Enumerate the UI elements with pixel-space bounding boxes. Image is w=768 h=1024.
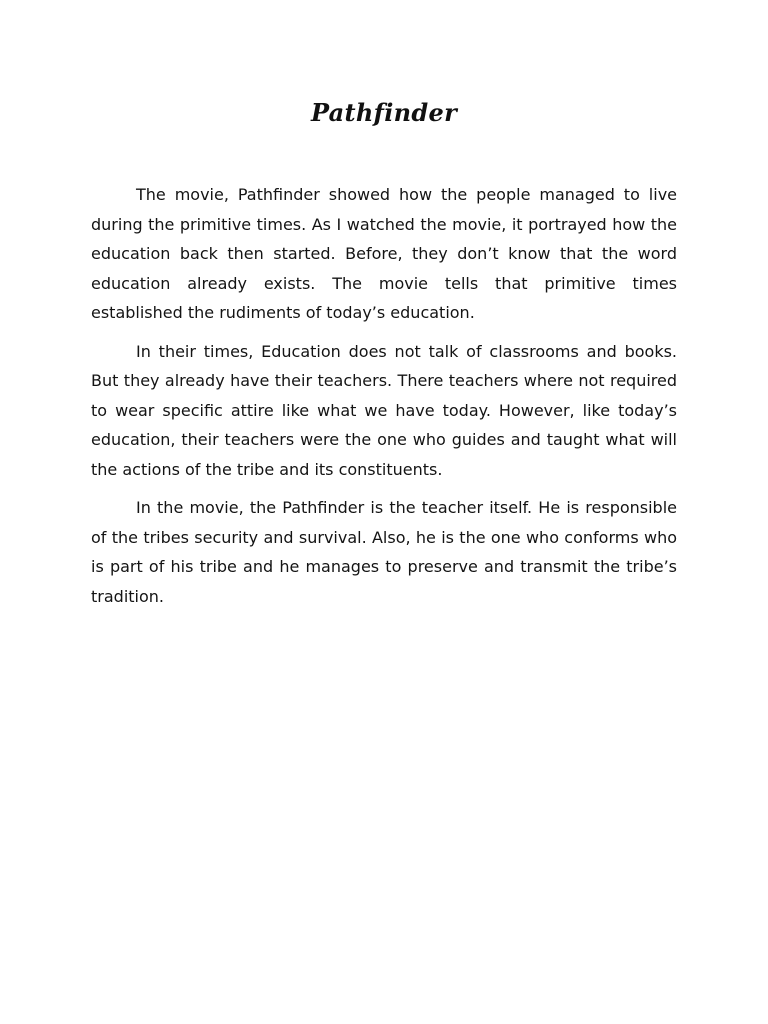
paragraph-2: In their times, Education does not talk of classrooms and books. But they already have their teachers. There teachers where not required to wear specific attire like what we have today. However, like today’s education, their teachers were the one who guides and taught what will the actions of the tribe and its constituents.: [91, 341, 677, 479]
paragraph-3: In the movie, the Pathfinder is the teacher itself. He is responsible of the tribes security and survival. Also, he is the one who conforms who is part of his tribe and he manages to preserve and transmit the tribe’s tradition.: [91, 498, 677, 606]
paragraph-1: The movie, Pathfinder showed how the people managed to live during the primitive times. As I watched the movie, it portrayed how the education back then started. Before, they don’t know that the word education already exists. The movie tells that primitive times established the rudiments of today’s education.: [91, 185, 677, 322]
document-title: Pathfinder: [310, 98, 458, 127]
